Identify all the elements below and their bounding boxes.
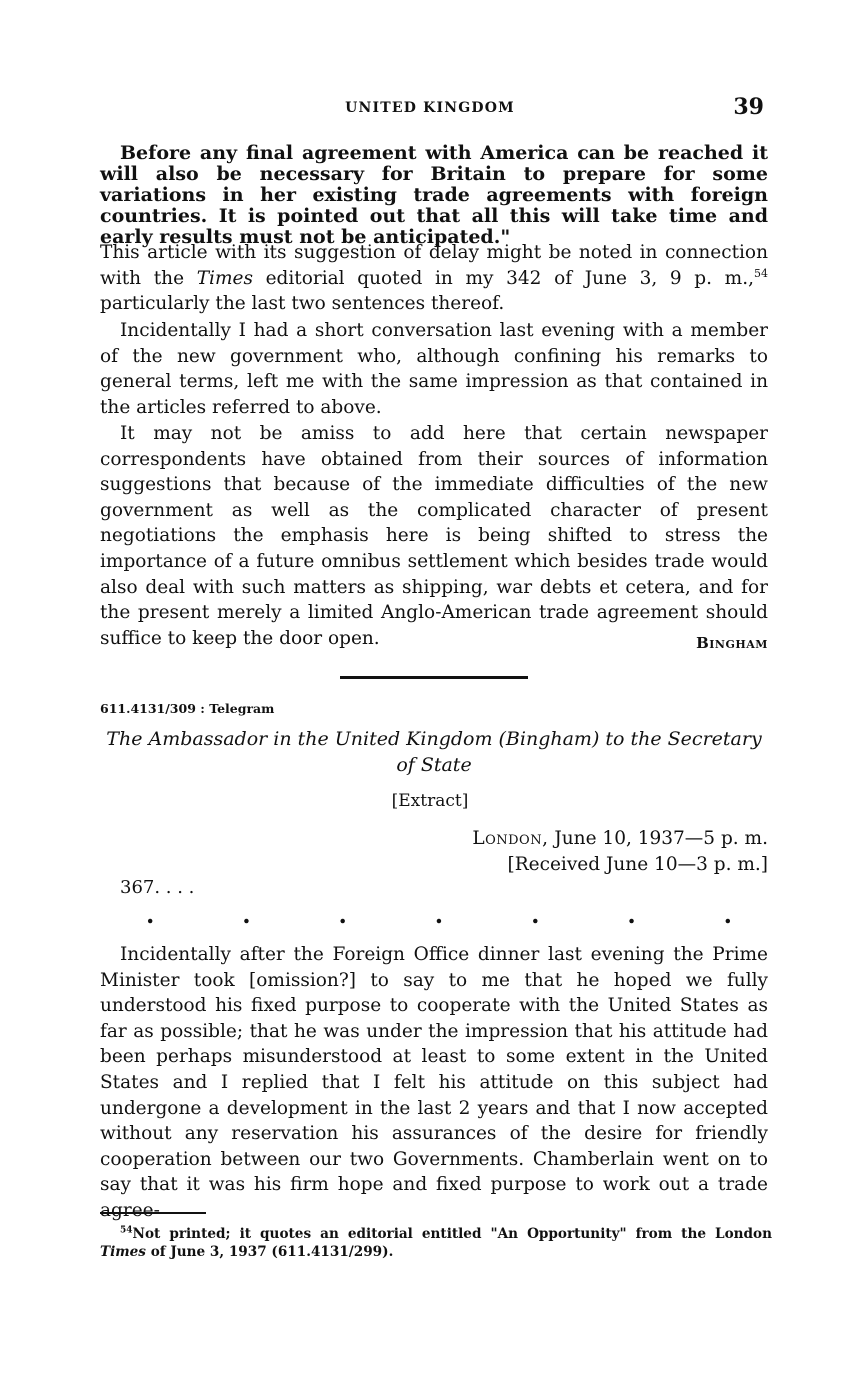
document-title: The Ambassador in the United Kingdom (Bingham) to the Secretary of State: [106, 728, 762, 776]
running-head: [0, 96, 860, 122]
file-reference: 611.4131/309 : Telegram: [100, 701, 275, 716]
telegram-number: 367. . . .: [120, 877, 195, 898]
paragraph-text: particularly the last two sentences thereof.: [100, 293, 505, 315]
omission-dot: .: [434, 900, 444, 929]
paragraph-delay-note: [100, 240, 768, 317]
omission-dot: .: [723, 900, 732, 929]
dateline-place: London,: [472, 828, 549, 849]
omission-dot: .: [531, 900, 540, 929]
omission-dot: .: [146, 900, 155, 929]
footnote-ref: 54: [754, 266, 768, 280]
omission-dot: .: [338, 900, 347, 929]
footnote-text: Not printed; it quotes an editorial entitled "An Opportunity" from the London: [132, 1226, 772, 1242]
dateline: [472, 826, 768, 878]
quoted-paragraph: Before any final agreement with America can be reached it will also be necessary for Britain to prepare for some variations in her existing trade agreements with foreign countries. It is pointed out that all this will take time and early results must not be anticipated.": [100, 142, 768, 248]
footnote-newspaper-name: Times: [100, 1244, 146, 1260]
footnote-marker: 54: [120, 1225, 133, 1236]
omission-dot: .: [242, 900, 251, 929]
page-number: 39: [733, 94, 764, 120]
running-title: UNITED KINGDOM: [345, 100, 515, 116]
footnote-text: of June 3, 1937 (611.4131/299).: [145, 1244, 394, 1260]
dateline-received: [Received June 10—3 p. m.]: [507, 854, 768, 875]
paragraph-conversation: Incidentally I had a short conversation last evening with a member of the new government who, although confining his remarks to general terms, left me with the same impression as that contained in the articles referred to above.: [100, 320, 768, 418]
signature: Bingham: [696, 634, 768, 652]
paragraph-text: editorial quoted in my 342 of June 3, 9 p. m.,: [252, 267, 754, 289]
dateline-sent: [472, 826, 768, 852]
footnote: [100, 1225, 772, 1261]
extract-label: [Extract]: [391, 791, 469, 811]
paragraph-text: This article with its suggestion of delay might be noted in connection with the: [100, 242, 768, 289]
dateline-date: June 10, 1937—5 p. m.: [548, 828, 768, 849]
footnote-divider: [100, 1212, 206, 1214]
omission-dot: .: [627, 900, 636, 929]
omission-marks: [146, 900, 732, 929]
section-divider: [340, 676, 528, 679]
newspaper-name: Times: [196, 267, 253, 289]
paragraph-correspondents: It may not be amiss to add here that certain newspaper correspondents have obtained from their sources of information suggestions that because of the immediate difficulties of the new government as well as the complicated character of present negotiations the emphasis here is being shifted to stress the importance of a future omnibus settlement which besides trade would also deal with such matters as shipping, war debts et cetera, and for the present merely a limited Anglo-American trade agreement should suffice to keep the door open.: [100, 423, 768, 649]
paragraph-prime-minister: Incidentally after the Foreign Office dinner last evening the Prime Minister took [omission?] to say to me that he hoped we fully understood his fixed purpose to cooperate with the United States as far as possible; that he was under the impression that his attitude had been perhaps misunderstood at least to some extent in the United States and I replied that I felt his attitude on this subject had undergone a development in the last 2 years and that I now accepted without any reservation his assurances of the desire for friendly cooperation between our two Governments. Chamberlain went on to say that it was his firm hope and fixed purpose to work out a trade agree-: [100, 944, 768, 1221]
